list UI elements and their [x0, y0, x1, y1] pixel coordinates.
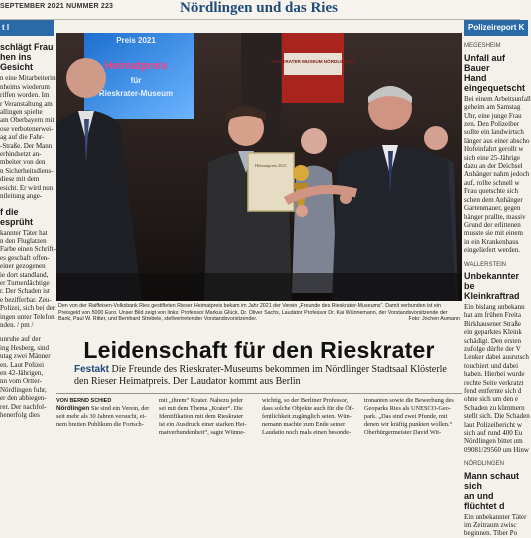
article-kicker: Festakt — [74, 364, 110, 375]
body-line: Sie sind ein Verein, der — [90, 405, 150, 412]
certificate-text: Heimatpreis 2021 — [254, 163, 288, 168]
right-story3-body — [464, 512, 527, 538]
body-line: Laudatio noch mals einen besonde- — [262, 429, 352, 436]
divider — [56, 393, 462, 394]
body-line: ingen unter Telefon — [0, 312, 55, 321]
body-line: Uhr, eine junge Frau — [464, 111, 522, 120]
right-column — [464, 20, 531, 538]
right-story1-headline — [464, 52, 526, 93]
body-line: stellt sich. Die Schaden — [464, 412, 530, 421]
right-section-label: Polizeireport K — [464, 20, 528, 36]
photo-caption — [58, 303, 460, 323]
award-photo — [56, 33, 462, 301]
headline-line: an und flüchtet d — [464, 490, 505, 511]
issue-date: SEPTEMBER 2021 NUMMER 223 — [0, 3, 114, 10]
body-line: ose verbotenerwei- — [0, 124, 54, 133]
body-line: eingeliefert werden. — [464, 246, 520, 255]
right-story3-location: NÖRDLINGEN — [464, 461, 505, 468]
body-line: Identifikation mit dem Rieskrater — [159, 413, 244, 420]
body-line: henerfolg dies — [0, 411, 40, 420]
article-body — [56, 397, 462, 436]
headline-line: Hand eingequetscht — [464, 72, 526, 93]
body-line: park. „Das sind zwei Pfunde, mit — [364, 413, 448, 420]
article-column-2 — [159, 397, 255, 437]
body-line: nn vom Ortter- — [0, 377, 42, 386]
body-line: r. Der Schaden ist — [0, 287, 50, 296]
body-line: er den abbiegen- — [0, 394, 47, 403]
left-column — [0, 20, 54, 431]
article-headline: Leidenschaft für den Rieskrater — [83, 337, 435, 363]
body-line: hat am frühen Freita — [464, 311, 521, 320]
body-line: e bezifferbar. Zeu- — [0, 295, 52, 304]
article-column-4 — [364, 397, 460, 437]
body-line: länger aus einer abscho — [464, 136, 530, 145]
body-line: Birkhausener Straße — [464, 319, 521, 328]
photo-credit: Foto: Jochen Aumann — [408, 316, 460, 323]
banner-line: Heimatpreis — [104, 60, 168, 72]
caption-text: Den von der Raiffeisen-Volksbank Ries gestifteten Rieser Heimatpreis bekam im Jahr 2021 der Verein „Freunde des Rieskrater-Museums“. Damit verbunden ist ein Preisgeld von 5000 Euro. Unser Bild zeigt von links: Professor Markus Glück, Dr. Oliver Sachs, Laudator Professor Dr. Kai Wünnemann, der Vorstandsvorsitzende der Bank, Paul W. Ritter, und Bernhard Strebele, stellvertretender Vorstandsvorsitzender. — [58, 303, 448, 323]
body-line: sei mit dem Thema „Krater“. Die — [159, 405, 243, 412]
body-line: ag auf die Fahr- — [0, 133, 45, 142]
body-line: er Turnerdächtige — [0, 278, 50, 287]
body-line: Bei einem Arbeitsunfall — [464, 94, 531, 103]
body-line: nemann machte zum Ende seiner — [262, 421, 346, 428]
body-line: Schaden zu kümmern — [464, 403, 525, 412]
left-story1-body — [0, 74, 54, 200]
body-line: fend entfernte sich d — [464, 387, 522, 395]
body-line: wichtig, so der Berliner Professor, — [262, 397, 349, 404]
body-line: Gartenmauer, gegen — [464, 204, 521, 213]
body-line: einer gezogenen — [0, 262, 46, 271]
left-section-label: t l — [0, 20, 54, 36]
body-line: es geschaft offen- — [0, 253, 50, 262]
body-line: rer. Der nachfol- — [0, 402, 47, 411]
article-byline: VON BERND SCHIED — [56, 398, 112, 404]
body-line: ntleitung ange- — [0, 192, 43, 201]
body-line: mbeiter von den — [0, 158, 46, 167]
body-line: utag zwei Männer — [0, 352, 51, 361]
body-line: sich eine 25-Jährige — [464, 153, 520, 162]
right-story3-headline — [464, 471, 520, 511]
headline-line: Mann schaut sich — [464, 470, 520, 491]
body-line: schädigt. Den ersten — [464, 336, 521, 345]
body-line: n den Fluglatzen — [0, 236, 47, 245]
headline-line: schlägt Frau — [0, 42, 54, 53]
body-line: seit mehr als 30 Jahren versucht, ei- — [56, 413, 147, 420]
right-story2-body — [464, 302, 530, 454]
body-line: en. Laut Polizei — [0, 360, 45, 369]
body-line: dass solche Objekte auch für die Öf- — [262, 405, 354, 412]
body-line: esicht. Er wird nun — [0, 183, 54, 192]
museum-sign: RIESKRATER MUSEUM NÖRDLINGEN — [271, 59, 355, 64]
headline-line: f die — [0, 206, 19, 217]
body-line: im Zeitraum zwisc — [464, 521, 517, 530]
banner-line: für — [130, 76, 142, 85]
body-line: geheim am Samstag — [464, 103, 521, 112]
right-story1-body — [464, 94, 531, 255]
headline-line: hen ins Gesicht — [0, 52, 34, 73]
section-masthead: Nördlingen und das Ries — [180, 0, 338, 16]
body-line: Ein unbekannter Täter — [464, 512, 527, 521]
body-line: musste sie mit einem — [464, 229, 523, 238]
body-line: allingen spielte — [0, 108, 43, 117]
right-story1-location: MEGESHEIM — [464, 43, 501, 50]
body-line: kannter Täter hat — [0, 228, 48, 237]
body-line: Frau quetschte sich — [464, 187, 519, 196]
body-line: 09081/29560 um Hinw — [464, 445, 529, 454]
body-line: ein geparktes Kleink — [464, 328, 522, 337]
body-line: dazu an der Deichsel — [464, 162, 523, 171]
headline-line: esprüht — [0, 216, 34, 227]
headline-line: Unfall auf Bauer — [464, 52, 506, 73]
body-line: ist ein Ausdruck einer starken Hei- — [159, 421, 247, 428]
body-line: Grund der erlittenen — [464, 220, 521, 229]
body-line: sollte ein landwirtsch — [464, 128, 524, 137]
article-subhead — [74, 364, 454, 388]
right-story2-headline — [464, 271, 520, 301]
right-story2-location: WALLERSTEIN — [464, 261, 507, 268]
body-line: denen wir kräftig punkten wollen.“ — [364, 421, 453, 428]
body-line: matverbundenheit“, sagte Wünne- — [159, 429, 246, 436]
headline-line: Unbekannter be — [464, 270, 520, 291]
body-line: haben. Hierbei wurde — [464, 370, 525, 379]
body-line: nheims wiederum — [0, 82, 50, 91]
body-line: r Veranstaltung am — [0, 99, 53, 108]
article-column-3 — [262, 397, 358, 437]
newspaper-topbar — [0, 0, 520, 20]
body-line: ie dort standland, — [0, 270, 49, 279]
left-story1-headline — [0, 42, 54, 72]
body-line: Oberbürgermeister David Wit- — [364, 429, 442, 436]
body-line: tronanten sowie die Bewerbung des — [364, 397, 454, 404]
body-line: Polizei, sich bei der — [0, 304, 56, 313]
body-line: in ein Krankenhaus — [464, 237, 519, 246]
left-story2-headline — [0, 207, 54, 227]
body-line: n eine Mitarbeiterin — [0, 74, 56, 83]
dateline-place: Nördlingen — [56, 405, 90, 412]
body-line: hänger prallte, massiv — [464, 212, 526, 221]
body-line: fentlichkeit zugänglich seien. Wün- — [262, 413, 352, 420]
body-line: touchiert und dabei — [464, 361, 519, 370]
body-line: Nördlingen fuhr, — [0, 385, 47, 394]
body-line: auf, rollte schnell w — [464, 178, 520, 187]
body-line: mit „ihrem“ Krater. Nahezu jeder — [159, 397, 244, 404]
body-line: am Oberbayern mit — [0, 116, 55, 125]
banner-line: Preis 2021 — [116, 36, 156, 45]
body-line: zen. Den Polizeiber — [464, 120, 520, 129]
body-line: en 42-Jährigen, — [0, 369, 44, 377]
body-line: laut Polizeibericht w — [464, 420, 522, 429]
body-line: -Straße. Der Mann — [0, 141, 53, 150]
body-line: zufolge dürfte der V — [464, 344, 521, 353]
body-line: Lenker dabei ausrutsch — [464, 353, 529, 362]
article-column-1 — [56, 397, 152, 429]
left-story3-body — [0, 335, 54, 419]
body-line: erhindsetzt an- — [0, 150, 42, 159]
body-line: Ein bislang unbekann — [464, 302, 525, 311]
headline-line: Kleinkraftrad — [464, 290, 520, 301]
banner-line: Rieskrater-Museum — [98, 89, 174, 98]
body-line: Nördlingen bittet um — [464, 437, 523, 446]
body-line: diese mit dem — [0, 175, 40, 184]
body-line: Hofeinfahrt gerollt w — [464, 145, 524, 154]
body-line: nden. / pm / — [0, 320, 34, 329]
award-photo-illustration — [56, 33, 462, 301]
body-line: nem breiten Publikum die Fortsch- — [56, 421, 144, 428]
body-line: Farbe einen Schrift- — [0, 245, 56, 254]
body-line: riffen worden. Im — [0, 91, 50, 100]
body-line: n Sicherheitsdiens- — [0, 166, 54, 175]
left-story2-body — [0, 229, 54, 330]
body-line: rechte Seite verkratzt — [464, 378, 524, 387]
body-line: schen dem Anhänger — [464, 195, 523, 204]
body-line: sich auf rund 400 Eu — [464, 429, 523, 438]
body-line: unruhe auf der — [0, 335, 41, 344]
article-subhead-text: Die Freunde des Rieskrater-Museums bekommen im Nördlinger Stadtsaal Klösterle den Rieser Heimatpreis. Der Laudator kommt aus Berlin — [74, 364, 447, 387]
body-line: Anhänger nahm jedoch — [464, 170, 530, 179]
body-line: beginnen. Tiber Po — [464, 529, 518, 538]
body-line: ohne sich um den e — [464, 395, 519, 404]
body-line: Geoparks Ries als UNESCO-Geo- — [364, 405, 451, 412]
body-line: ing Hesberg, sind — [0, 343, 50, 352]
